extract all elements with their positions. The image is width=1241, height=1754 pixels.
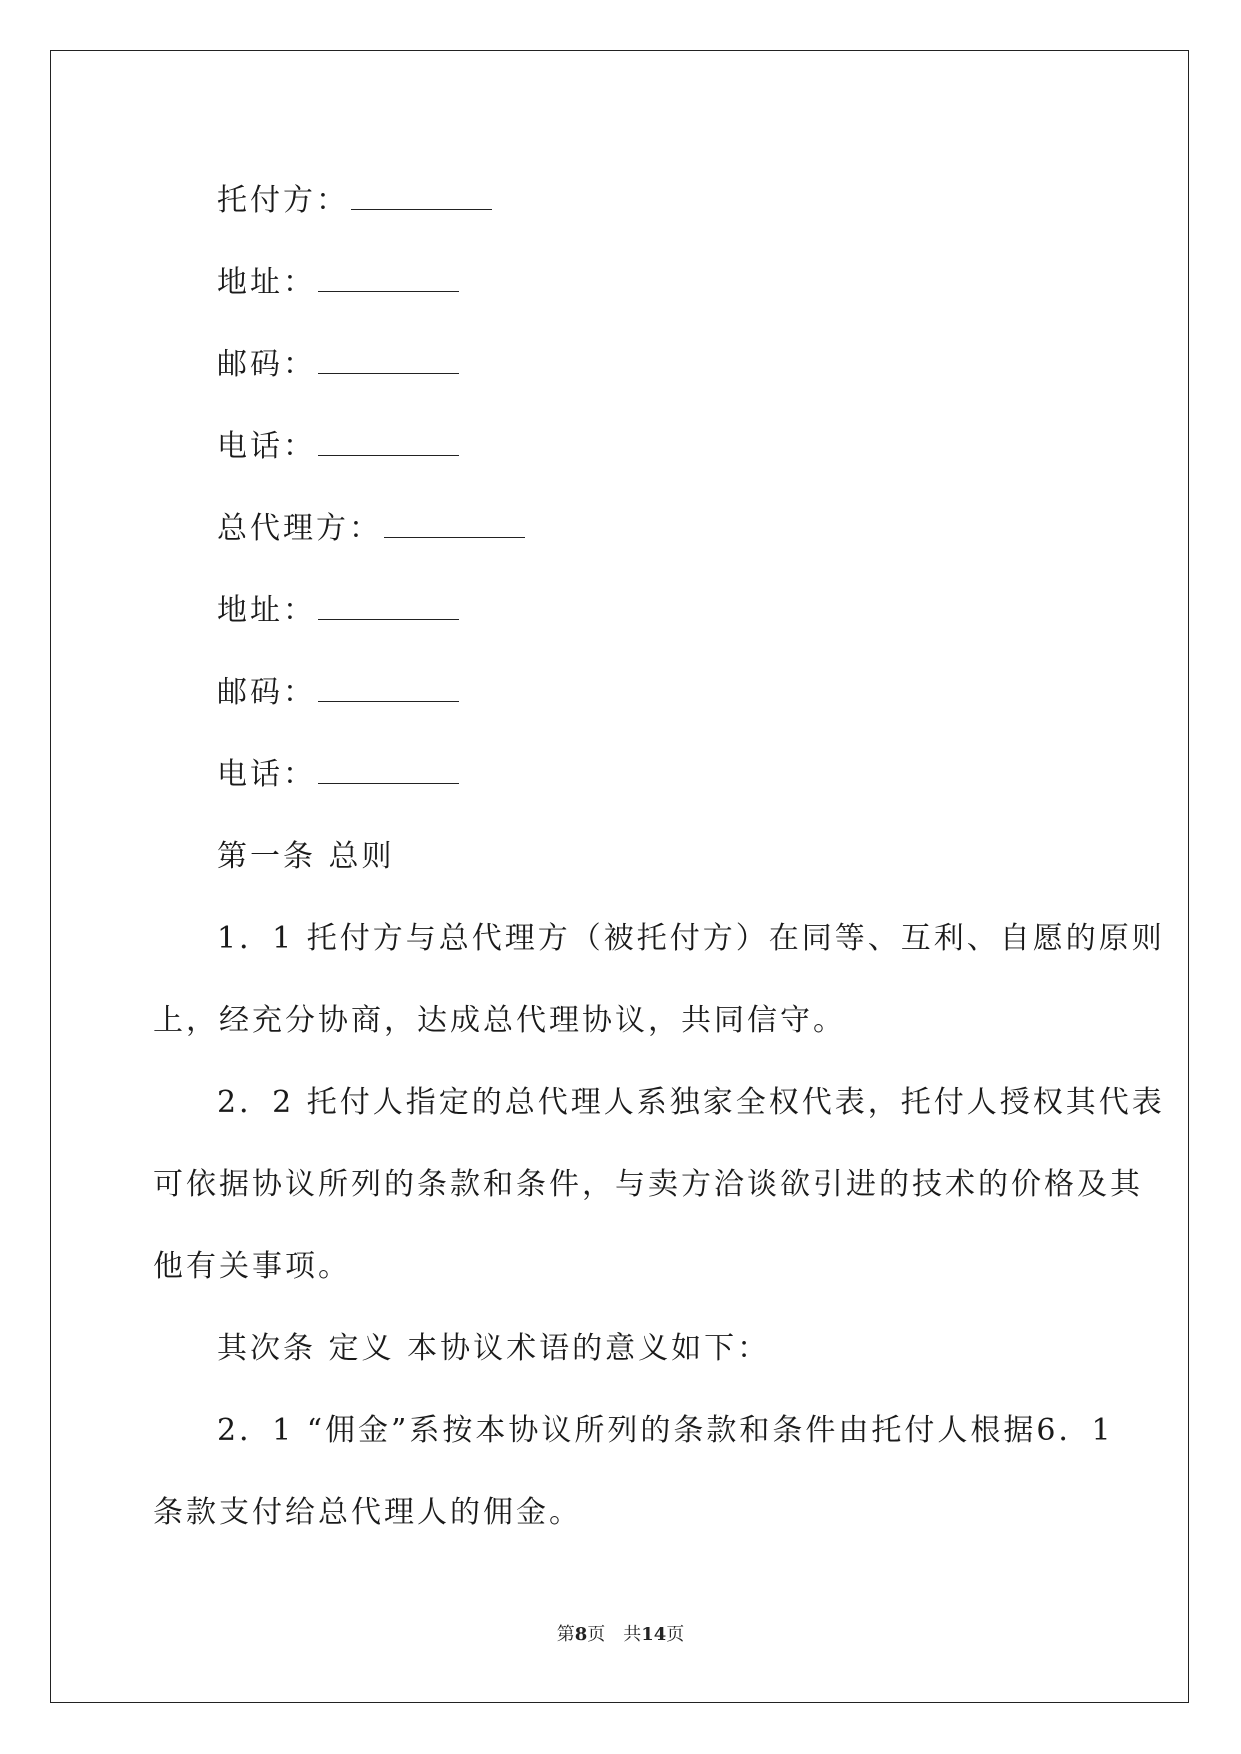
field-label: 托付方： <box>217 183 349 218</box>
fill-in-blank[interactable] <box>318 433 459 456</box>
paragraph-line: 他有关事项。 <box>153 1249 351 1284</box>
document-body <box>153 160 1165 1554</box>
paragraph-line: 1．1 托付方与总代理方（被托付方）在同等、互利、自愿的原则 <box>217 921 1165 956</box>
footer-prefix: 第 <box>556 1624 575 1645</box>
page-footer <box>0 1620 1241 1646</box>
footer-total-prefix: 共 <box>623 1624 642 1645</box>
paragraph-line: 上，经充分协商，达成总代理协议，共同信守。 <box>153 1003 846 1038</box>
footer-total-suffix: 页 <box>666 1624 685 1645</box>
article-heading: 其次条 定义 本协议术语的意义如下： <box>217 1331 771 1366</box>
fill-in-blank[interactable] <box>318 269 459 292</box>
fill-in-blank[interactable] <box>318 679 459 702</box>
fill-in-blank[interactable] <box>384 515 525 538</box>
field-label: 邮码： <box>217 347 316 382</box>
fill-in-blank[interactable] <box>318 351 459 374</box>
field-label: 地址： <box>217 593 316 628</box>
field-phone <box>153 406 1093 488</box>
field-address <box>153 570 1093 652</box>
field-label: 电话： <box>217 757 316 792</box>
field-label: 总代理方： <box>217 511 382 546</box>
field-label: 邮码： <box>217 675 316 710</box>
page-number: 8 <box>574 1624 588 1645</box>
field-consignor <box>153 160 1093 242</box>
paragraph-line: 条款支付给总代理人的佣金。 <box>153 1495 582 1530</box>
field-label: 电话： <box>217 429 316 464</box>
fill-in-blank[interactable] <box>351 187 492 210</box>
paragraph-line: 可依据协议所列的条款和条件，与卖方洽谈欲引进的技术的价格及其 <box>153 1167 1143 1202</box>
field-general-agent <box>153 488 1093 570</box>
fill-in-blank[interactable] <box>318 597 459 620</box>
paragraph-line: 2．1 “佣金”系按本协议所列的条款和条件由托付人根据6．1 <box>217 1413 1114 1448</box>
paragraph-line: 2．2 托付人指定的总代理人系独家全权代表，托付人授权其代表 <box>217 1085 1165 1120</box>
field-postcode <box>153 324 1093 406</box>
article-heading: 第一条 总则 <box>217 839 395 874</box>
total-pages: 14 <box>641 1624 667 1645</box>
footer-page-suffix: 页 <box>587 1624 606 1645</box>
fill-in-blank[interactable] <box>318 761 459 784</box>
field-label: 地址： <box>217 265 316 300</box>
field-postcode <box>153 652 1093 734</box>
field-phone <box>153 734 1093 816</box>
field-address <box>153 242 1093 324</box>
